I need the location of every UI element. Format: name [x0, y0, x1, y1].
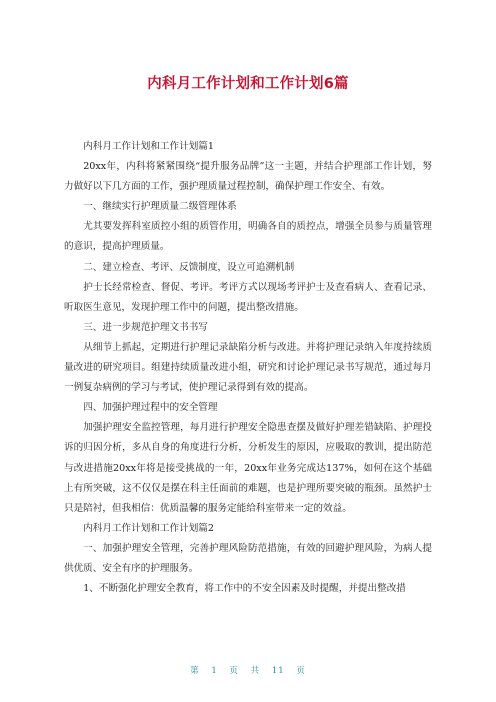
paragraph: 一、加强护理安全管理，完善护理风险防范措施，有效的回避护理风险，为病人提供优质、安全有序的护理服务。	[64, 542, 432, 574]
subheading: 一、继续实行护理质量二级管理体系	[83, 201, 237, 213]
paragraph: 1、不断强化护理安全教育，将工作中的不安全因素及时提醒，并提出整改措	[83, 583, 406, 595]
paragraph: 加强护理安全监控管理，每月进行护理安全隐患查摆及做好护理差错缺陷、护理投诉的归因分析，多从自身的角度进行分析，分析发生的原因，应吸取的教训，提出防范与改进措施20xx年将是接受挑战的一年，20xx年业务完成达137%，如何在这个基础上有所突破，这不仅仅是摆在科主任面前的难题，也是护理所要突破的瓶颈。虽然护士只是陪衬，但我相信：优质温馨的服务定能给科室带来一定的效益。	[64, 422, 432, 514]
section-heading: 内科月工作计划和工作计划篇1	[83, 141, 215, 152]
document-body	[64, 137, 432, 599]
page-footer: 第 1 页 共 11 页	[190, 666, 306, 676]
paragraph: 从细节上抓起，定期进行护理记录缺陷分析与改进。并将护理记录纳入年度持续质量改进的研究项目。组建持续质量改进小组，研究和讨论护理记录书写规范，通过每月一例复杂病例的学习与考试，使护理记录得到有效的提高。	[64, 341, 432, 394]
subheading: 二、建立检查、考评、反馈制度，设立可追溯机制	[83, 261, 295, 273]
document-title: 内科月工作计划和工作计划6篇	[147, 76, 349, 92]
paragraph: 尤其要发挥科室质控小组的质管作用，明确各自的质控点，增强全员参与质量管理的意识，提高护理质量。	[64, 221, 432, 253]
section-heading: 内科月工作计划和工作计划篇2	[83, 522, 215, 534]
paragraph: 20xx年，内科将紧紧围绕“提升服务品牌”这一主题，并结合护理部工作计划，努力做好以下几方面的工作，强护理质量过程控制，确保护理工作安全、有效。	[64, 161, 432, 193]
subheading: 四、加强护理过程中的安全管理	[83, 402, 218, 414]
paragraph: 护士长经常检查、督促、考评。考评方式以现场考评护士及查看病人、查看记录、听取医生意见，发现护理工作中的问题，提出整改措施。	[64, 281, 432, 313]
subheading: 三、进一步规范护理文书书写	[83, 321, 208, 333]
